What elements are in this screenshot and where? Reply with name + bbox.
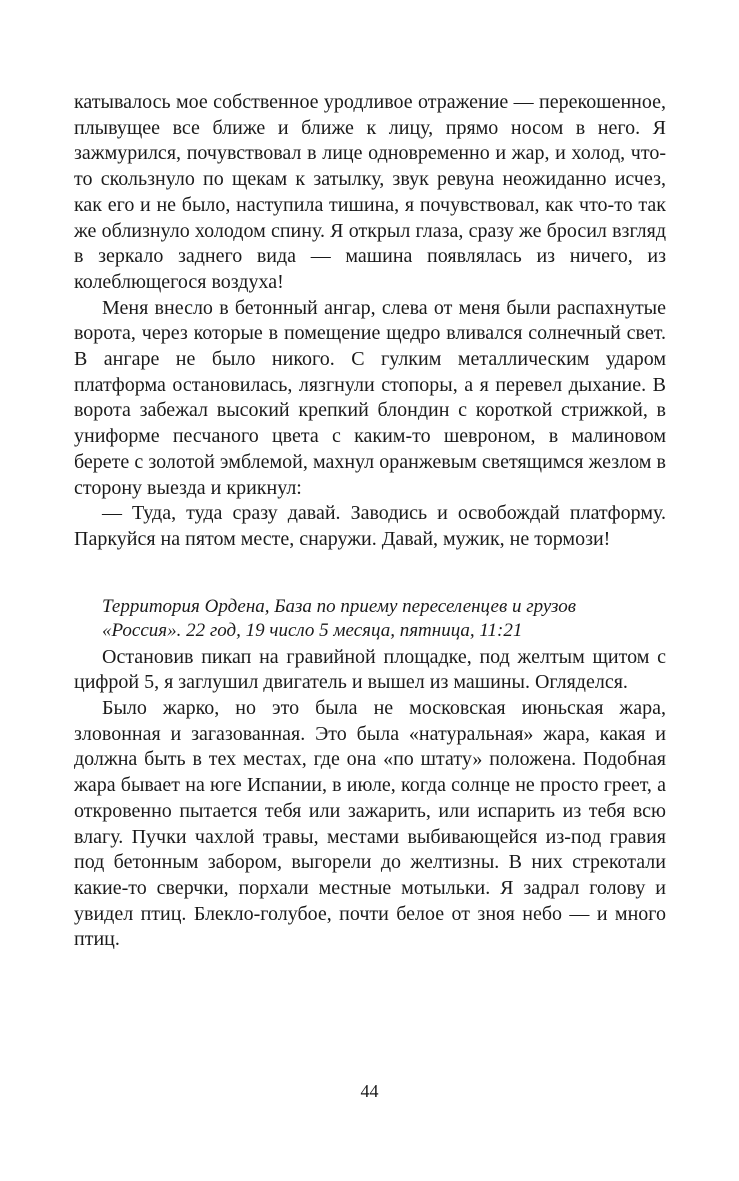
section-heading-line-1: Территория Ордена, База по приему переселенцев и грузов bbox=[102, 595, 576, 617]
section-gap bbox=[74, 553, 666, 595]
section-heading-line-2: «Россия». 22 год, 19 число 5 месяца, пятница, 11:21 bbox=[102, 619, 523, 641]
paragraph-dialogue: — Туда, туда сразу давай. Заводись и освобождай платформу. Паркуйся на пятом месте, снаружи. Давай, мужик, не тормози! bbox=[74, 502, 666, 550]
section-heading bbox=[74, 595, 666, 643]
paragraph-continued: катывалось мое собственное уродливое отражение — перекошенное, плывущее все ближе и ближе к лицу, прямо носом в него. Я зажмурился, почувствовал в лице одновременно и жар, и холод, что-то скользнуло по щекам к затылку, звук ревуна неожиданно исчез, как его и не было, наступила тишина, я почувствовал, как что-то так же облизнуло холодом спину. Я открыл глаза, сразу же бросил взгляд в зеркало заднего вида — машина появлялась из ничего, из колеблющегося воздуха! bbox=[74, 91, 666, 293]
page-number: 44 bbox=[360, 1081, 379, 1101]
paragraph-heat: Было жарко, но это была не московская июньская жара, зловонная и загазованная. Это была «натуральная» жара, какая и должна быть в тех местах, где она «по штату» положена. Подобная жара бывает на юге Испании, в июле, когда солнце не просто греет, а откровенно пытается тебя или зажарить, или испарить из тебя всю влагу. Пучки чахлой травы, местами выбивающейся из-под гравия под бетонным забором, выгорели до желтизны. В них стрекотали какие-то сверчки, порхали местные мотыльки. Я задрал голову и увидел птиц. Блекло-голубое, почти белое от зноя небо — и много птиц. bbox=[74, 697, 666, 951]
book-page bbox=[74, 90, 666, 953]
paragraph-parking: Остановив пикап на гравийной площадке, под желтым щитом с цифрой 5, я заглушил двигатель и вышел из машины. Огляделся. bbox=[74, 645, 666, 694]
paragraph-hangar: Меня внесло в бетонный ангар, слева от меня были распахнутые ворота, через которые в помещение щедро вливался солнечный свет. В ангаре не было никого. С гулким металлическим ударом платформа остановилась, лязгнули стопоры, а я перевел дыхание. В ворота забежал высокий крепкий блондин с короткой стрижкой, в униформе песчаного цвета с каким-то шевроном, в малиновом берете с золотой эмблемой, махнул оранжевым светящимся жезлом в сторону выезда и крикнул: bbox=[74, 296, 666, 499]
